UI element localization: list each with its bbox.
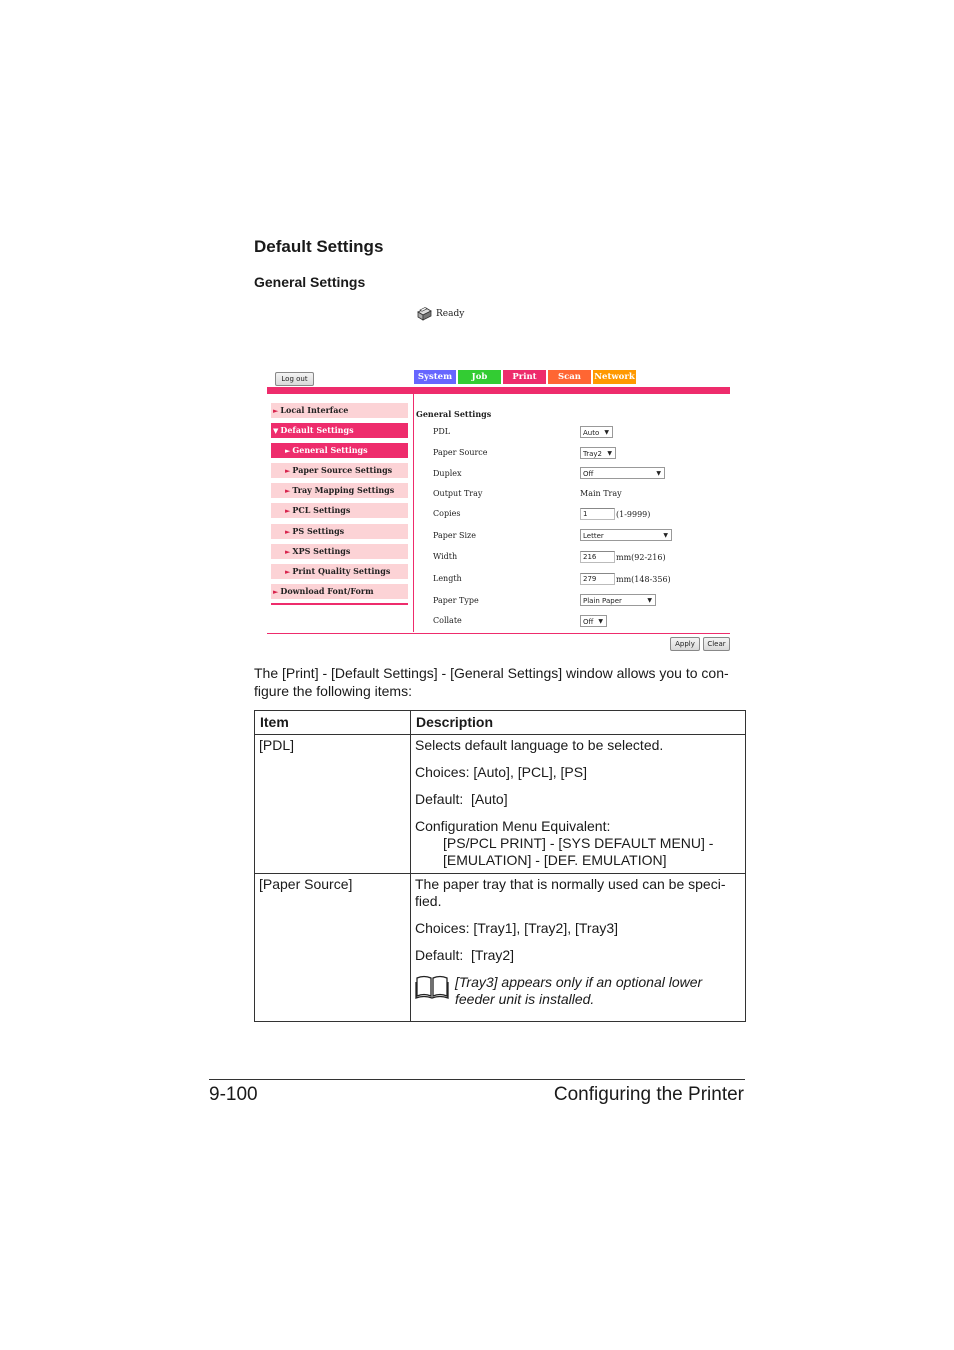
page-number: 9-100 xyxy=(209,1084,258,1105)
note-line: feeder unit is installed. xyxy=(455,991,595,1007)
length-range-hint: mm(148-356) xyxy=(616,575,671,584)
menu-default-settings[interactable] xyxy=(271,423,408,438)
label-paper-source: Paper Source xyxy=(433,448,488,457)
paper-size-select[interactable]: Letter ▼ xyxy=(580,529,672,541)
chapter-title: Configuring the Printer xyxy=(553,1084,744,1105)
menu-print-quality-settings[interactable] xyxy=(271,564,408,579)
label-duplex: Duplex xyxy=(433,469,462,478)
menu-tray-mapping-settings[interactable] xyxy=(271,483,408,498)
config-label: Configuration Menu Equivalent: xyxy=(415,818,611,834)
menu-local-interface[interactable] xyxy=(271,403,408,418)
apply-button[interactable]: Apply xyxy=(670,637,700,651)
table-header-row xyxy=(255,711,746,735)
arrow-right-icon: ► xyxy=(285,527,291,536)
config-equivalent xyxy=(415,818,741,869)
intro-paragraph xyxy=(254,664,746,700)
tab-job[interactable]: Job xyxy=(458,370,501,384)
section-heading: Default Settings xyxy=(254,237,384,256)
arrow-right-icon: ► xyxy=(285,567,291,576)
arrow-right-icon: ► xyxy=(285,547,291,556)
menu-ps-settings[interactable] xyxy=(271,524,408,539)
menu-label: Paper Source Settings xyxy=(292,465,393,475)
copies-input[interactable]: 1 xyxy=(580,508,615,520)
intro-line: figure the following items: xyxy=(254,683,412,699)
label-pdl: PDL xyxy=(433,427,451,436)
intro-line: The [Print] - [Default Settings] - [General Settings] window allows you to con- xyxy=(254,665,729,681)
width-input[interactable]: 216 xyxy=(580,551,615,563)
label-width: Width xyxy=(433,552,458,561)
collate-select[interactable]: Off ▼ xyxy=(580,615,607,627)
arrow-right-icon: ► xyxy=(285,506,291,515)
form-title: General Settings xyxy=(416,409,492,419)
menu-label: PS Settings xyxy=(292,526,345,536)
content-bottom-line xyxy=(267,633,730,634)
tab-network[interactable]: Network xyxy=(594,372,635,382)
row-item: [PDL] xyxy=(255,735,411,874)
length-input[interactable]: 279 xyxy=(580,573,615,585)
dropdown-arrow-icon: ▼ xyxy=(607,450,612,457)
menu-label: Tray Mapping Settings xyxy=(292,485,395,495)
arrow-right-icon: ► xyxy=(273,587,279,596)
menu-label: General Settings xyxy=(292,445,368,455)
label-copies: Copies xyxy=(433,509,461,518)
row-item: [Paper Source] xyxy=(255,874,411,1022)
content-divider xyxy=(413,394,414,632)
label-paper-size: Paper Size xyxy=(433,531,477,540)
logout-button[interactable]: Log out xyxy=(275,372,314,386)
tab-print[interactable]: Print xyxy=(503,370,546,384)
paper-source-select[interactable]: Tray2 ▼ xyxy=(580,447,616,459)
default-text: Default: [Auto] xyxy=(415,791,508,807)
dropdown-arrow-icon: ▼ xyxy=(598,618,603,625)
dropdown-arrow-icon: ▼ xyxy=(647,597,652,604)
menu-download-font-form[interactable] xyxy=(271,584,408,599)
table-row xyxy=(255,874,746,1022)
footer-rule xyxy=(209,1079,745,1080)
config-line: [PS/PCL PRINT] - [SYS DEFAULT MENU] - xyxy=(443,835,714,851)
label-output-tray: Output Tray xyxy=(433,489,483,498)
clear-button[interactable]: Clear xyxy=(703,637,730,651)
settings-table xyxy=(254,710,746,1022)
dropdown-arrow-icon: ▼ xyxy=(663,532,668,539)
arrow-right-icon: ► xyxy=(273,406,279,415)
copies-range-hint: (1-9999) xyxy=(616,510,651,519)
duplex-select[interactable]: Off ▼ xyxy=(580,467,665,479)
dropdown-arrow-icon: ▼ xyxy=(656,470,661,477)
menu-label: Download Font/Form xyxy=(280,586,374,596)
menu-label: Print Quality Settings xyxy=(292,566,391,576)
header-item: Item xyxy=(255,711,411,735)
label-collate: Collate xyxy=(433,616,462,625)
choices-text: Choices: [Tray1], [Tray2], [Tray3] xyxy=(415,920,619,936)
status-text: Ready xyxy=(436,309,465,319)
arrow-right-icon: ► xyxy=(285,486,291,495)
arrow-right-icon: ► xyxy=(285,446,291,455)
config-line: [EMULATION] - [DEF. EMULATION] xyxy=(443,852,667,868)
menu-paper-source-settings[interactable] xyxy=(271,463,408,478)
output-tray-value: Main Tray xyxy=(580,489,622,498)
header-bar xyxy=(267,387,730,394)
book-icon xyxy=(415,974,449,1000)
printer-status-icon xyxy=(415,306,433,322)
dropdown-arrow-icon: ▼ xyxy=(604,429,609,436)
label-paper-type: Paper Type xyxy=(433,596,479,605)
desc-text: Selects default language to be selected. xyxy=(415,737,664,753)
arrow-right-icon: ► xyxy=(285,466,291,475)
default-text: Default: [Tray2] xyxy=(415,947,515,963)
desc-text: The paper tray that is normally used can be speci- fied. xyxy=(415,876,726,909)
row-description xyxy=(411,874,746,1022)
tab-system[interactable]: System xyxy=(414,370,456,384)
menu-label: XPS Settings xyxy=(292,546,351,556)
choices-text: Choices: [Auto], [PCL], [PS] xyxy=(415,764,587,780)
note-line: [Tray3] appears only if an optional lower xyxy=(455,974,703,990)
row-description xyxy=(411,735,746,874)
menu-label: PCL Settings xyxy=(292,505,351,515)
label-length: Length xyxy=(433,574,462,583)
subsection-heading: General Settings xyxy=(254,274,366,290)
menu-label: Local Interface xyxy=(280,405,349,415)
tab-scan[interactable]: Scan xyxy=(548,370,591,384)
paper-type-select[interactable]: Plain Paper ▼ xyxy=(580,594,656,606)
note xyxy=(415,974,741,1008)
pdl-select[interactable]: Auto ▼ xyxy=(580,426,613,438)
menu-xps-settings[interactable] xyxy=(271,544,408,559)
top-tabs xyxy=(414,370,636,384)
menu-general-settings[interactable] xyxy=(271,443,408,458)
printer-status xyxy=(415,306,464,322)
table-row xyxy=(255,735,746,874)
menu-pcl-settings[interactable] xyxy=(271,503,408,518)
menu-label: Default Settings xyxy=(280,425,354,435)
arrow-down-icon: ▼ xyxy=(273,426,279,435)
menu-bottom-line xyxy=(271,603,408,605)
width-range-hint: mm(92-216) xyxy=(616,553,666,562)
header-description: Description xyxy=(411,711,746,735)
